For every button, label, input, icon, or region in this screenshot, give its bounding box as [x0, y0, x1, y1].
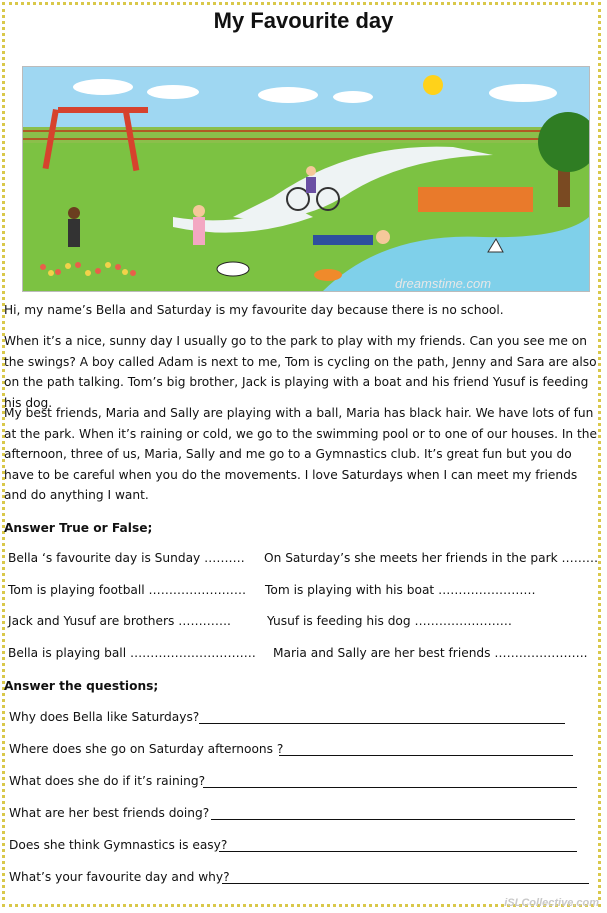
true-false-item: On Saturday’s she meets her friends in the park ……… — [264, 551, 599, 565]
question-item: Why does Bella like Saturdays? — [9, 710, 200, 724]
question-item: Where does she go on Saturday afternoons ? — [9, 742, 284, 756]
answer-line[interactable] — [203, 787, 577, 788]
answer-line[interactable] — [279, 755, 573, 756]
true-false-item: Bella is playing ball …………………………. — [8, 646, 256, 660]
true-false-item: Jack and Yusuf are brothers …………. — [8, 614, 231, 628]
page-title: My Favourite day — [213, 8, 394, 33]
true-false-item: Maria and Sally are her best friends ………………….. — [273, 646, 588, 660]
answer-line[interactable] — [211, 819, 575, 820]
question-item: What are her best friends doing? — [9, 806, 210, 820]
paragraph-intro: Hi, my name’s Bella and Saturday is my favourite day because there is no school. — [4, 303, 504, 317]
question-item: What does she do if it’s raining? — [9, 774, 206, 788]
park-scene-illustration — [22, 66, 590, 292]
footer-watermark: iSLCollective.com — [504, 897, 599, 909]
question-item: What’s your favourite day and why? — [9, 870, 230, 884]
true-false-item: Bella ‘s favourite day is Sunday ………. — [8, 551, 245, 565]
answer-line[interactable] — [222, 883, 589, 884]
true-false-heading: Answer True or False; — [4, 521, 153, 535]
paragraph-friends: My best friends, Maria and Sally are playing with a ball, Maria has black hair. We have lots of fun at the park. When it’s raining or cold, we go to the swimming pool or to one of our houses. In the afternoon, three of us, Maria, Sally and me go to a Gymnastics club. It’s great fun but you do have to be careful when you do the movements. I love Saturdays when I can meet my friends and do anything I want. — [4, 406, 598, 502]
paragraph-park: When it’s a nice, sunny day I usually go to the park to play with my friends. Can you see me on the swings? A boy called Adam is next to me, Tom is cycling on the path, Jenny and Sara are also on the path talking. Tom’s big brother, Jack is playing with a boat and his friend Yusuf is feeding his dog. — [4, 334, 597, 410]
answer-line[interactable] — [219, 851, 577, 852]
image-watermark: dreamstime.com — [395, 276, 492, 291]
answer-line[interactable] — [199, 723, 565, 724]
true-false-item: Tom is playing with his boat …………………… — [265, 583, 536, 597]
question-item: Does she think Gymnastics is easy? — [9, 838, 228, 852]
questions-heading: Answer the questions; — [4, 679, 159, 693]
true-false-item: Yusuf is feeding his dog …………………… — [267, 614, 512, 628]
true-false-item: Tom is playing football …………………… — [8, 583, 247, 597]
